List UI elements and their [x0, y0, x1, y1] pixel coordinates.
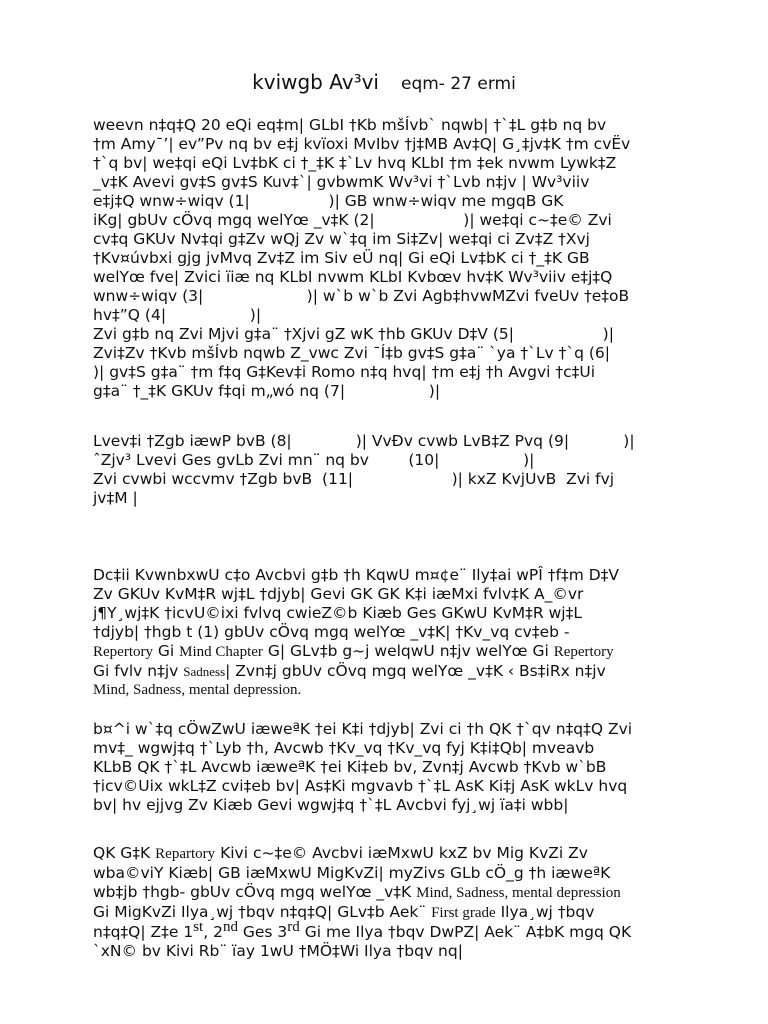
symptoms-paragraph — [93, 432, 723, 508]
text-run: Kivi c~‡e© Avcbvi iæMxwU kxZ bv Mig KvZi Zv — [215, 844, 588, 862]
text-line: mv‡_ wgwj‡q †`Lyb †h, Avcwb †Kv_vq †Kv_vq fyj K‡i‡Qb| mveavb — [93, 739, 595, 757]
repertory-term: Repertory — [93, 644, 153, 660]
text-line: †icv©Uix wkL‡Z cvi‡eb bv| As‡Ki mgvavb †`‡L AsK Ki‡j AsK wkLv hvq — [93, 777, 628, 795]
text-run: Gi fvlv n‡jv — [93, 662, 184, 680]
text-line: weevn n‡q‡Q 20 eQi eq‡m| GLbI †Kb mšÍvb` nqwb| †`‡L g‡b nq bv — [93, 116, 607, 134]
text-run: n‡q‡Q| Z‡e 1 — [93, 923, 194, 941]
text-line: †m Amy¯’| ev”Pv nq bv e‡j kvïoxi MvIbv †j‡MB Av‡Q| G¸‡jv‡K †m cvËv — [93, 135, 631, 153]
superscript: rd — [287, 918, 300, 935]
text-line: g‡a¨ †_‡K GKUv f‡qi m„wó nq (7| )| — [93, 382, 441, 400]
text-line: Zvi‡Zv †Kvb mšÍvb nqwb Z_vwc Zvi ¯Í‡b gv‡S g‡a¨ `ya †`Lv †`q (6| — [93, 344, 611, 362]
text-line: jv‡M | — [93, 489, 138, 507]
text-line: wba©viY Kiæb| GB iæMxwU MigKvZi| myZivs GLb cÖ_g †h iæweªK — [93, 864, 611, 882]
text-run: Gi MigKvZi Ilya¸wj †bqv n‡q‡Q| GLv‡b Aek¨ — [93, 903, 432, 921]
text-line — [93, 903, 723, 923]
text-run: | Zvn‡j gbUv cÖvq mgq welYœ _v‡K ‹ Bs‡iRx n‡jv — [225, 662, 606, 680]
text-line: _v‡K Avevi gv‡S gv‡S Kuv‡`| gvbwmK Wv³vi †`Lvb n‡jv | Wv³viiv — [93, 173, 590, 191]
text-run: , 2 — [203, 923, 223, 941]
text-line: bv| hv ejjvg Zv Kiæb Gevi wgwj‡q †`‡L Avcbvi fyj¸wj ïa‡i wbb| — [93, 796, 569, 814]
text-line: hv‡”Q (4| )| — [93, 306, 262, 324]
text-line: †Kv¤úvbxi gjg jvMvq Zv‡Z im Siv eÜ nq| Gi eQi Lv‡bK ci †_‡K GB — [93, 249, 590, 267]
text-line: †`q bv| we‡qi eQi Lv‡bK ci †_‡K ‡`Lv hvq KLbI †m ‡ek nvwm Lywk‡Z — [93, 154, 617, 172]
text-line — [93, 883, 723, 903]
text-run: Ges 3 — [237, 923, 288, 941]
text-line — [93, 918, 723, 942]
text-line: wnw÷wiqv (3| )| w`b w`b Zvi Agb‡hvwMZvi fveUv †e‡oB — [93, 287, 630, 305]
superscript: nd — [222, 918, 238, 935]
text-line: Zv GKUv KvM‡R wj‡L †djyb| Gevi GK GK K‡i iæMxi fvlv‡K A_©vr — [93, 585, 584, 603]
repartory-term: Repartory — [155, 846, 216, 862]
text-line: Zvi cvwbi wccvmv †Zgb bvB (11| )| kxZ KvjUvB Zvi fvj — [93, 470, 615, 488]
mind-chapter-term: Mind Chapter — [179, 644, 263, 660]
text-line: welYœ fve| Zvici ïiæ nq KLbI nvwm KLbI Kvbœv hv‡K Wv³viiv e‡j‡Q — [93, 268, 613, 286]
text-line: KLbB QK †`‡L Avcwb iæweªK †ei Ki‡eb bv, Zvn‡j Avcwb †Kvb w`bB — [93, 758, 607, 776]
rubric-term: Mind, Sadness, mental depression — [416, 885, 621, 901]
text-run: QK G‡K — [93, 844, 156, 862]
title-main: kviwgb Av³vi — [252, 70, 379, 94]
text-line — [93, 662, 723, 681]
case-story-paragraph — [93, 116, 723, 401]
text-line: j¶Y¸wj‡K †icvU©ixi fvlvq cwieZ©b Kiæb Ges GKwU KvM‡R wj‡L — [93, 604, 582, 622]
remedy-grade-paragraph — [93, 844, 723, 961]
text-line: Dc‡ii KvwnbxwU c‡o Avcbvi g‡b †h KqwU m¤¢e¨ Ily‡ai wPÎ †f‡m D‡V — [93, 566, 620, 584]
text-line: Zvi g‡b nq Zvi Mjvi g‡a¨ †Xjvi gZ wK †hb GKUv D‡V (5| )| — [93, 325, 614, 343]
text-line: Mind, Sadness, mental depression. — [93, 682, 302, 698]
text-line: `xN© bv Kivi Rb¨ ïay 1wU †MÖ‡Wi Ilya †bqv nq| — [93, 942, 463, 960]
text-line: ˆZjv³ Lvevi Ges gvLb Zvi mn¨ nq bv (10| )| — [93, 451, 535, 469]
superscript: st — [193, 918, 204, 935]
text-line — [93, 844, 723, 864]
instruction-paragraph — [93, 566, 723, 700]
repertory-term: Repertory — [553, 644, 614, 660]
text-line: e‡j‡Q wnw÷wiqv (1| )| GB wnw÷wiqv me mgqB GK — [93, 192, 564, 210]
checking-paragraph — [93, 720, 723, 815]
text-line: Lvev‡i †Zgb iæwP bvB (8| )| VvÐv cvwb LvB‡Z Pvq (9| )| — [93, 432, 635, 450]
text-run: Gi — [152, 642, 180, 660]
text-line — [93, 642, 723, 662]
title-subtitle: eqm- 27 ermi — [401, 74, 516, 94]
text-line: cv‡q GKUv Nv‡qi g‡Zv wQj Zv w`‡q im Si‡Zv| we‡qi ci Zv‡Z †Xvj — [93, 230, 590, 248]
text-line: †djyb| †hgb t (1) gbUv cÖvq mgq welYœ _v‡K| †Kv_vq cv‡eb - — [93, 623, 570, 641]
text-line: )| gv‡S g‡a¨ †m f‡q G‡Kev‡i Romo n‡q hvq| †m e‡j †h Avgvi †c‡Ui — [93, 363, 596, 381]
text-run: G| GLv‡b g~j welqwU n‡jv welYœ Gi — [262, 642, 554, 660]
text-run: Ilya¸wj †bqv — [495, 903, 595, 921]
text-run: Gi me Ilya †bqv DwPZ| Aek¨ A‡bK mgq QK — [299, 923, 632, 941]
page-title — [0, 70, 768, 94]
text-line: iKg| gbUv cÖvq mgq welYœ _v‡K (2| )| we‡qi c~‡e© Zvi — [93, 211, 612, 229]
text-line: b¤^i w`‡q cÖwZwU iæweªK †ei K‡i †djyb| Zvi ci †h QK †`qv n‡q‡Q Zvi — [93, 720, 633, 738]
text-run: wb‡jb †hgb- gbUv cÖvq mgq welYœ _v‡K — [93, 883, 417, 901]
first-grade-term: First grade — [431, 905, 496, 921]
sadness-term: Sadness — [183, 664, 226, 679]
